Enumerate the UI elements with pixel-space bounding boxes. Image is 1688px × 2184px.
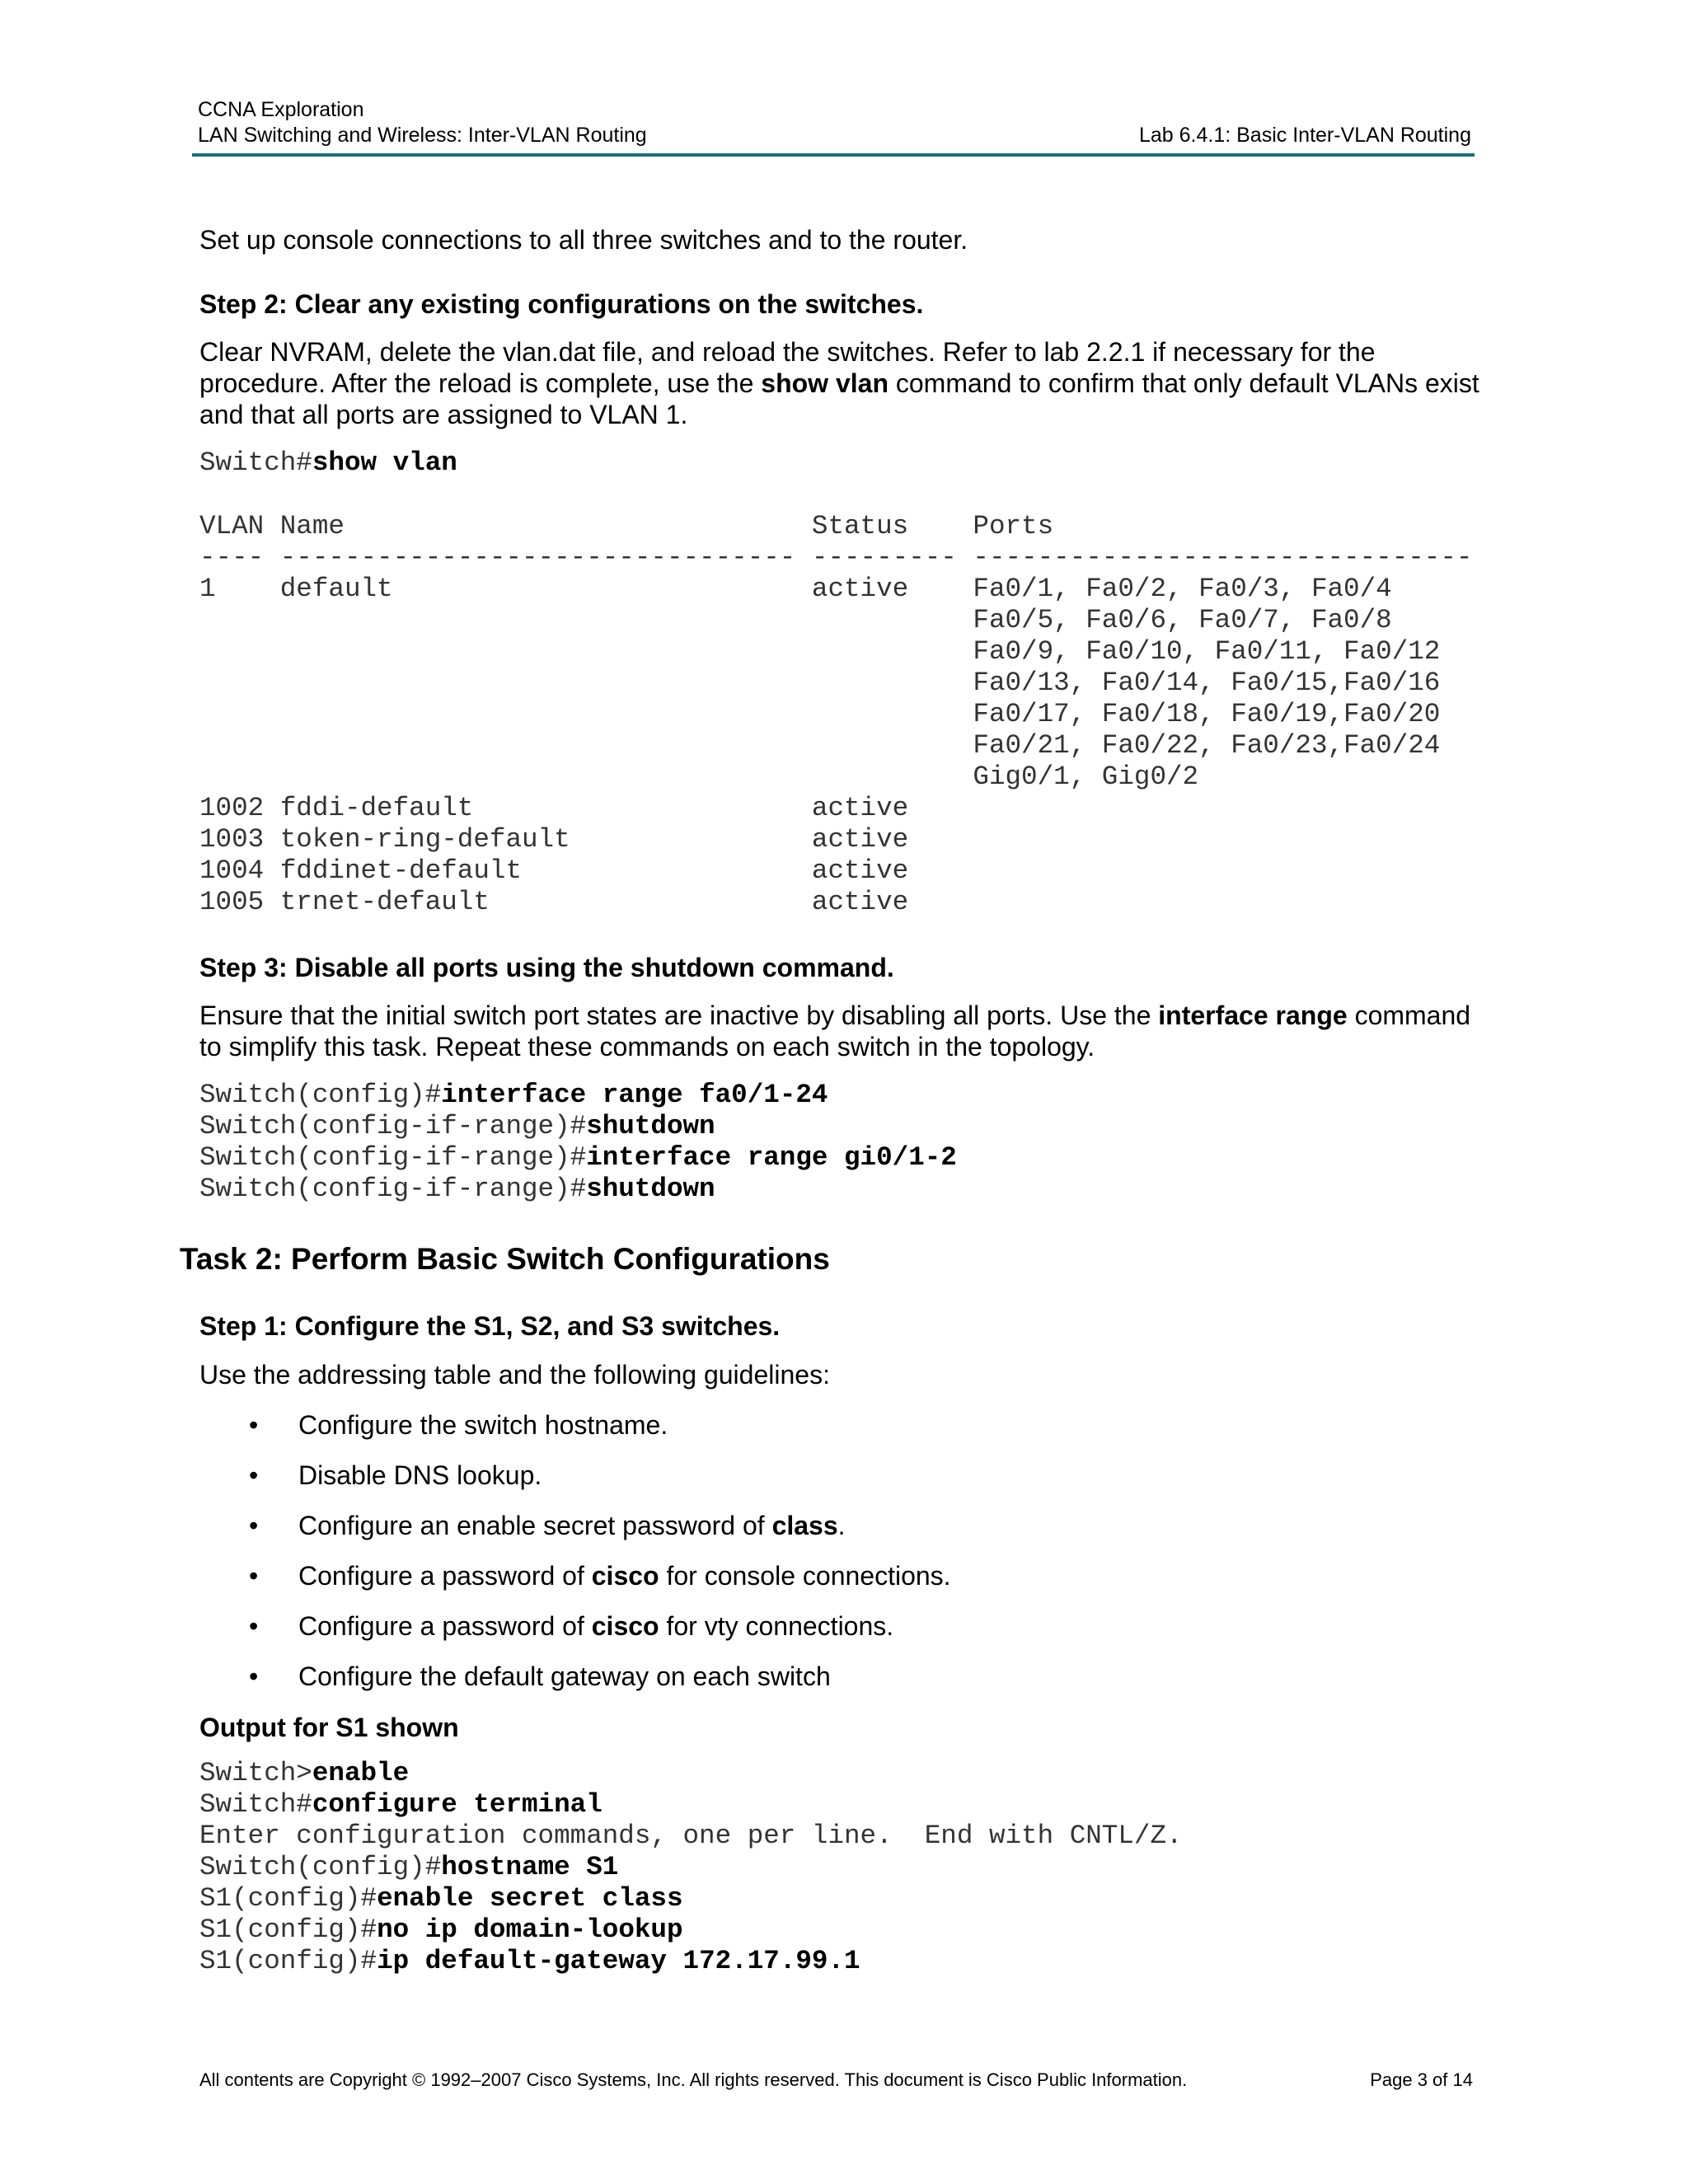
guidelines-list (199, 1409, 951, 1711)
page-header (198, 97, 1471, 148)
vlan-table-row: 1003 token-ring-default active (199, 824, 909, 855)
bullet-icon: • (249, 1460, 259, 1490)
vlan-table-row: Gig0/1, Gig0/2 (199, 762, 1199, 792)
vlan-table-row: Fa0/5, Fa0/6, Fa0/7, Fa0/8 (199, 605, 1392, 635)
intro-text: Set up console connections to all three switches and to the router. (199, 225, 968, 255)
vlan-table-row: Fa0/9, Fa0/10, Fa0/11, Fa0/12 (199, 636, 1441, 667)
header-course: LAN Switching and Wireless: Inter-VLAN Routing (198, 124, 647, 147)
vlan-table-row: Fa0/17, Fa0/18, Fa0/19,Fa0/20 (199, 699, 1441, 729)
header-series: CCNA Exploration (198, 98, 364, 121)
task2-step1-heading: Step 1: Configure the S1, S2, and S3 switches. (199, 1311, 781, 1341)
bullet-icon: • (249, 1511, 259, 1540)
vlan-output-table (199, 511, 1472, 918)
vlan-table-separator: ---- -------------------------------- --------- ------------------------------- (199, 542, 1473, 573)
bullet-icon: • (249, 1561, 259, 1591)
vlan-table-row: Fa0/13, Fa0/14, Fa0/15,Fa0/16 (199, 668, 1441, 698)
task2-heading: Task 2: Perform Basic Switch Configurations (180, 1242, 830, 1276)
vlan-table-row: Fa0/21, Fa0/22, Fa0/23,Fa0/24 (199, 730, 1441, 761)
page-number: Page 3 of 14 (1370, 2069, 1473, 2090)
header-rule (192, 153, 1475, 157)
list-item: • Configure a password of cisco for vty connections. (249, 1611, 894, 1641)
vlan-table-row: 1002 fddi-default active (199, 793, 909, 823)
shutdown-commands: Switch(config)#interface range fa0/1-24 Switch(config-if-range)#shutdown Switch(config-if-range)#interface range gi0/1-2 Switch(config-if-range)#shutdown (199, 1080, 957, 1204)
copyright-notice: All contents are Copyright © 1992–2007 Cisco Systems, Inc. All rights reserved. This document is Cisco Public Information. (199, 2069, 1188, 2090)
list-item: • Configure the switch hostname. (249, 1410, 668, 1440)
bullet-icon: • (249, 1611, 259, 1641)
list-item: • Disable DNS lookup. (249, 1460, 542, 1490)
vlan-table-header: VLAN Name Status Ports (199, 511, 1054, 541)
show-vlan-command: Switch#show vlan (199, 448, 457, 478)
guidelines-intro: Use the addressing table and the following guidelines: (199, 1360, 830, 1390)
vlan-table-row: 1 default active Fa0/1, Fa0/2, Fa0/3, Fa0/4 (199, 574, 1392, 604)
page-footer (199, 2069, 1473, 2092)
vlan-table-row: 1004 fddinet-default active (199, 855, 909, 886)
step3-text: Ensure that the initial switch port states are inactive by disabling all ports. Use the interface range command to simplify this task. Repeat these commands on each switch in the topology. (199, 1001, 1471, 1062)
bullet-icon: • (249, 1410, 259, 1440)
step2-text: Clear NVRAM, delete the vlan.dat file, and reload the switches. Refer to lab 2.2.1 if necessary for the procedure. After the reload is complete, use the show vlan command to confirm that only default VLANs exist and that all ports are assigned to VLAN 1. (199, 337, 1479, 429)
list-item: • Configure a password of cisco for console connections. (249, 1561, 951, 1591)
list-item: • Configure an enable secret password of class. (249, 1511, 846, 1540)
header-lab-title: Lab 6.4.1: Basic Inter-VLAN Routing (1138, 124, 1471, 147)
list-item: • Configure the default gateway on each switch (249, 1661, 831, 1691)
vlan-table-row: 1005 trnet-default active (199, 887, 909, 917)
step3-heading: Step 3: Disable all ports using the shutdown command. (199, 953, 894, 982)
bullet-icon: • (249, 1661, 259, 1691)
step2-heading: Step 2: Clear any existing configurations on the switches. (199, 289, 924, 319)
s1-output-commands: Switch>enable Switch#configure terminal Enter configuration commands, one per line. End with CNTL/Z. Switch(config)#hostname S1 S1(config)#enable secret class S1(config)#no ip domain-lookup S1(config)#ip default-gateway 172.17.99.1 (199, 1758, 1183, 1976)
output-heading: Output for S1 shown (199, 1713, 459, 1742)
